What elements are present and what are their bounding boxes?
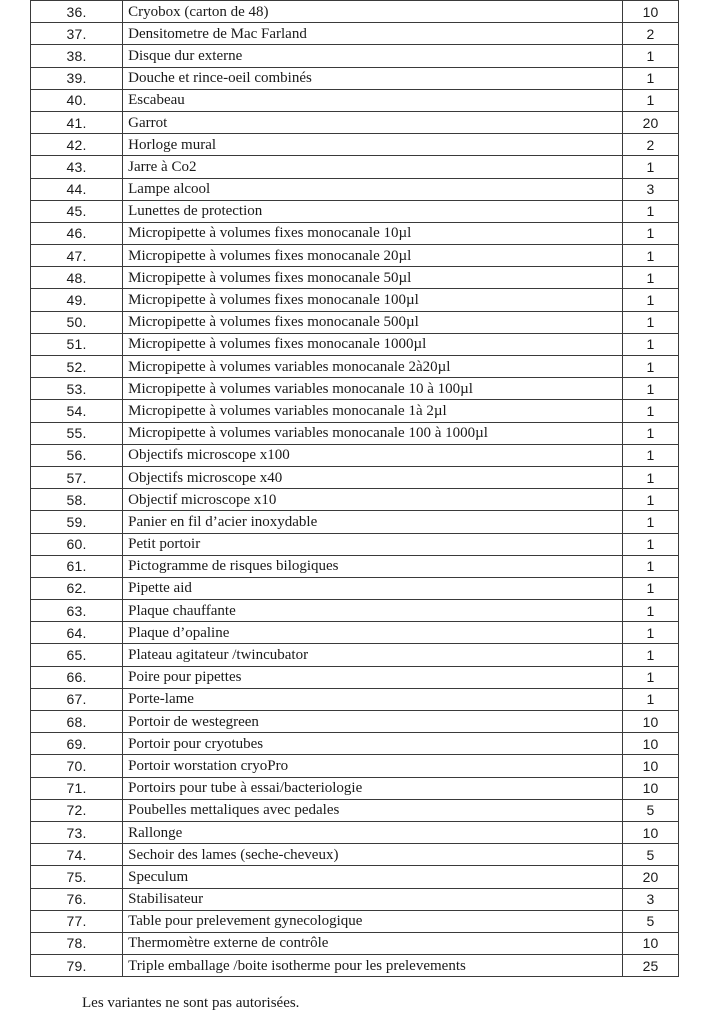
item-description: Plateau agitateur /twincubator xyxy=(123,644,623,666)
item-number: 78. xyxy=(31,932,123,954)
item-description: Garrot xyxy=(123,111,623,133)
item-number: 73. xyxy=(31,821,123,843)
item-quantity: 1 xyxy=(622,45,678,67)
table-row xyxy=(31,45,679,67)
table-row xyxy=(31,622,679,644)
item-description: Micropipette à volumes fixes monocanale 1000µl xyxy=(123,333,623,355)
item-quantity: 1 xyxy=(622,311,678,333)
item-quantity: 1 xyxy=(622,89,678,111)
item-number: 55. xyxy=(31,422,123,444)
table-row xyxy=(31,200,679,222)
item-quantity: 25 xyxy=(622,955,678,977)
table-row xyxy=(31,711,679,733)
item-quantity: 10 xyxy=(622,755,678,777)
item-quantity: 1 xyxy=(622,67,678,89)
item-description: Portoir de westegreen xyxy=(123,711,623,733)
item-description: Micropipette à volumes fixes monocanale 10µl xyxy=(123,222,623,244)
item-quantity: 1 xyxy=(622,577,678,599)
table-row xyxy=(31,888,679,910)
item-quantity: 1 xyxy=(622,156,678,178)
item-quantity: 3 xyxy=(622,178,678,200)
item-number: 38. xyxy=(31,45,123,67)
item-description: Stabilisateur xyxy=(123,888,623,910)
item-number: 61. xyxy=(31,555,123,577)
table-row xyxy=(31,844,679,866)
table-row xyxy=(31,910,679,932)
item-number: 56. xyxy=(31,444,123,466)
item-description: Objectif microscope x10 xyxy=(123,489,623,511)
table-row xyxy=(31,821,679,843)
item-number: 50. xyxy=(31,311,123,333)
item-quantity: 5 xyxy=(622,910,678,932)
table-row xyxy=(31,245,679,267)
table-row xyxy=(31,267,679,289)
item-quantity: 2 xyxy=(622,134,678,156)
item-description: Thermomètre externe de contrôle xyxy=(123,932,623,954)
item-number: 76. xyxy=(31,888,123,910)
item-description: Lunettes de protection xyxy=(123,200,623,222)
item-number: 77. xyxy=(31,910,123,932)
item-description: Micropipette à volumes variables monocanale 1à 2µl xyxy=(123,400,623,422)
table-row xyxy=(31,466,679,488)
item-number: 65. xyxy=(31,644,123,666)
item-description: Douche et rince-oeil combinés xyxy=(123,67,623,89)
item-quantity: 1 xyxy=(622,333,678,355)
item-description: Plaque chauffante xyxy=(123,600,623,622)
table-row xyxy=(31,222,679,244)
item-number: 63. xyxy=(31,600,123,622)
item-number: 39. xyxy=(31,67,123,89)
table-row xyxy=(31,666,679,688)
item-quantity: 5 xyxy=(622,844,678,866)
item-description: Portoir pour cryotubes xyxy=(123,733,623,755)
item-description: Escabeau xyxy=(123,89,623,111)
table-row xyxy=(31,755,679,777)
item-description: Micropipette à volumes variables monocanale 2à20µl xyxy=(123,356,623,378)
item-quantity: 1 xyxy=(622,644,678,666)
item-number: 57. xyxy=(31,466,123,488)
item-quantity: 1 xyxy=(622,511,678,533)
table-row xyxy=(31,400,679,422)
item-description: Cryobox (carton de 48) xyxy=(123,1,623,23)
item-number: 58. xyxy=(31,489,123,511)
table-row xyxy=(31,955,679,977)
item-number: 62. xyxy=(31,577,123,599)
item-description: Micropipette à volumes variables monocanale 100 à 1000µl xyxy=(123,422,623,444)
equipment-table-body xyxy=(31,1,679,977)
item-quantity: 2 xyxy=(622,23,678,45)
item-number: 54. xyxy=(31,400,123,422)
item-quantity: 20 xyxy=(622,866,678,888)
table-row xyxy=(31,577,679,599)
item-quantity: 1 xyxy=(622,666,678,688)
item-number: 47. xyxy=(31,245,123,267)
item-number: 60. xyxy=(31,533,123,555)
item-number: 41. xyxy=(31,111,123,133)
item-description: Triple emballage /boite isotherme pour les prelevements xyxy=(123,955,623,977)
table-row xyxy=(31,600,679,622)
item-number: 52. xyxy=(31,356,123,378)
item-number: 49. xyxy=(31,289,123,311)
table-row xyxy=(31,89,679,111)
item-quantity: 1 xyxy=(622,533,678,555)
item-number: 70. xyxy=(31,755,123,777)
table-row xyxy=(31,444,679,466)
item-number: 69. xyxy=(31,733,123,755)
item-quantity: 1 xyxy=(622,356,678,378)
item-description: Horloge mural xyxy=(123,134,623,156)
item-number: 51. xyxy=(31,333,123,355)
item-description: Porte-lame xyxy=(123,688,623,710)
table-row xyxy=(31,533,679,555)
item-number: 67. xyxy=(31,688,123,710)
equipment-table xyxy=(30,0,679,977)
item-quantity: 10 xyxy=(622,932,678,954)
table-row xyxy=(31,311,679,333)
item-number: 37. xyxy=(31,23,123,45)
item-number: 71. xyxy=(31,777,123,799)
item-description: Densitometre de Mac Farland xyxy=(123,23,623,45)
item-quantity: 1 xyxy=(622,289,678,311)
item-description: Pictogramme de risques bilogiques xyxy=(123,555,623,577)
item-number: 42. xyxy=(31,134,123,156)
item-description: Rallonge xyxy=(123,821,623,843)
item-description: Micropipette à volumes variables monocanale 10 à 100µl xyxy=(123,378,623,400)
item-quantity: 1 xyxy=(622,688,678,710)
table-row xyxy=(31,688,679,710)
table-row xyxy=(31,733,679,755)
table-row xyxy=(31,67,679,89)
item-quantity: 1 xyxy=(622,600,678,622)
item-description: Micropipette à volumes fixes monocanale 50µl xyxy=(123,267,623,289)
item-description: Portoir worstation cryoPro xyxy=(123,755,623,777)
item-quantity: 1 xyxy=(622,222,678,244)
table-row xyxy=(31,378,679,400)
item-quantity: 1 xyxy=(622,489,678,511)
table-row xyxy=(31,644,679,666)
item-number: 74. xyxy=(31,844,123,866)
item-description: Plaque d’opaline xyxy=(123,622,623,644)
item-description: Table pour prelevement gynecologique xyxy=(123,910,623,932)
item-number: 59. xyxy=(31,511,123,533)
item-quantity: 1 xyxy=(622,245,678,267)
item-description: Sechoir des lames (seche-cheveux) xyxy=(123,844,623,866)
item-description: Micropipette à volumes fixes monocanale 20µl xyxy=(123,245,623,267)
item-description: Poubelles mettaliques avec pedales xyxy=(123,799,623,821)
item-number: 64. xyxy=(31,622,123,644)
item-quantity: 1 xyxy=(622,400,678,422)
item-number: 53. xyxy=(31,378,123,400)
table-row xyxy=(31,134,679,156)
table-row xyxy=(31,799,679,821)
table-row xyxy=(31,111,679,133)
item-description: Lampe alcool xyxy=(123,178,623,200)
table-row xyxy=(31,932,679,954)
item-quantity: 1 xyxy=(622,444,678,466)
table-row xyxy=(31,356,679,378)
table-row xyxy=(31,422,679,444)
item-number: 72. xyxy=(31,799,123,821)
table-row xyxy=(31,489,679,511)
item-number: 75. xyxy=(31,866,123,888)
item-quantity: 10 xyxy=(622,711,678,733)
item-description: Objectifs microscope x40 xyxy=(123,466,623,488)
table-row xyxy=(31,777,679,799)
table-row xyxy=(31,866,679,888)
table-row xyxy=(31,511,679,533)
table-row xyxy=(31,1,679,23)
item-description: Micropipette à volumes fixes monocanale 100µl xyxy=(123,289,623,311)
table-row xyxy=(31,156,679,178)
table-row xyxy=(31,178,679,200)
item-number: 43. xyxy=(31,156,123,178)
item-quantity: 1 xyxy=(622,422,678,444)
item-quantity: 5 xyxy=(622,799,678,821)
item-quantity: 1 xyxy=(622,267,678,289)
table-row xyxy=(31,289,679,311)
item-description: Panier en fil d’acier inoxydable xyxy=(123,511,623,533)
item-quantity: 10 xyxy=(622,821,678,843)
item-quantity: 1 xyxy=(622,378,678,400)
item-description: Petit portoir xyxy=(123,533,623,555)
item-description: Pipette aid xyxy=(123,577,623,599)
item-quantity: 10 xyxy=(622,777,678,799)
item-number: 36. xyxy=(31,1,123,23)
footer-note: Les variantes ne sont pas autorisées. xyxy=(82,995,300,1011)
item-quantity: 3 xyxy=(622,888,678,910)
item-number: 44. xyxy=(31,178,123,200)
item-quantity: 1 xyxy=(622,466,678,488)
item-number: 66. xyxy=(31,666,123,688)
item-description: Disque dur externe xyxy=(123,45,623,67)
table-row xyxy=(31,555,679,577)
item-quantity: 20 xyxy=(622,111,678,133)
item-quantity: 1 xyxy=(622,622,678,644)
item-quantity: 10 xyxy=(622,1,678,23)
item-description: Micropipette à volumes fixes monocanale 500µl xyxy=(123,311,623,333)
item-description: Portoirs pour tube à essai/bacteriologie xyxy=(123,777,623,799)
item-description: Poire pour pipettes xyxy=(123,666,623,688)
item-quantity: 1 xyxy=(622,555,678,577)
item-number: 68. xyxy=(31,711,123,733)
item-description: Objectifs microscope x100 xyxy=(123,444,623,466)
item-number: 40. xyxy=(31,89,123,111)
item-number: 79. xyxy=(31,955,123,977)
item-number: 48. xyxy=(31,267,123,289)
table-row xyxy=(31,23,679,45)
table-row xyxy=(31,333,679,355)
item-description: Speculum xyxy=(123,866,623,888)
item-quantity: 10 xyxy=(622,733,678,755)
item-number: 45. xyxy=(31,200,123,222)
item-number: 46. xyxy=(31,222,123,244)
item-description: Jarre à Co2 xyxy=(123,156,623,178)
item-quantity: 1 xyxy=(622,200,678,222)
